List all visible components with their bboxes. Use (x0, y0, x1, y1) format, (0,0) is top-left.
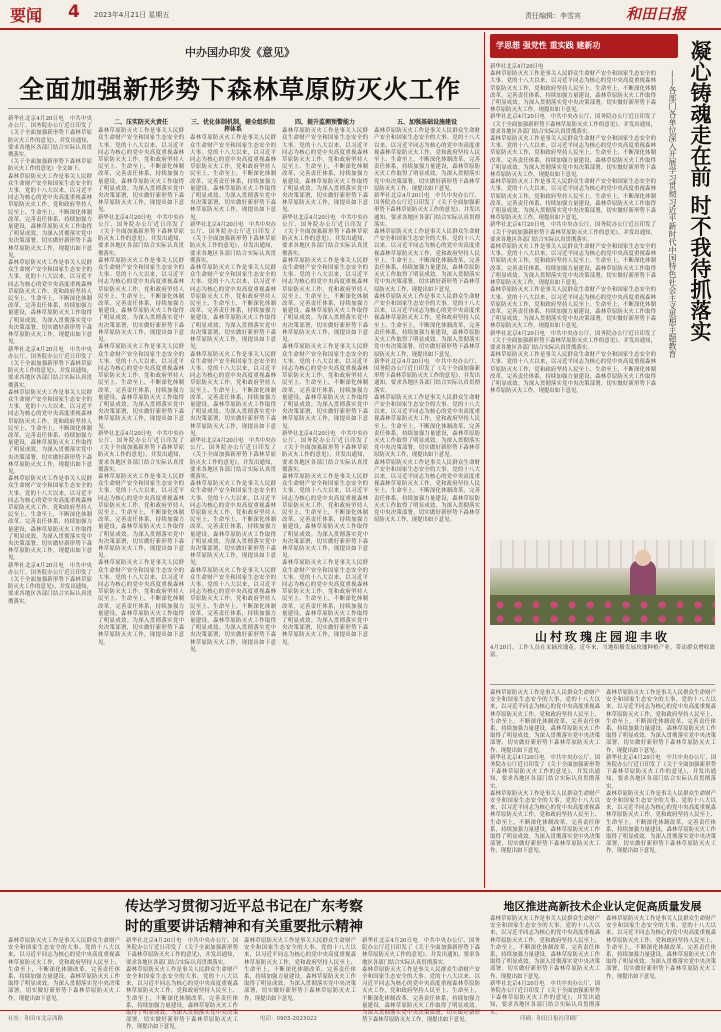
bottom-left-para-2: 新华社北京4月20日电 中共中央办公厅、国务院办公厅近日印发了《关于全面加强新形势下森林草原防灭火工作的意见》，并发出通知，要求各地区各部门结合实际认真贯彻落实。 (126, 938, 238, 966)
right-para-5: 森林草原防灭火工作是事关人民群众生命财产安全和国家生态安全的大事。党的十八大以来，以习近平同志为核心的党中央高度重视森林草原防灭火工作，党和政府坚持人民至上、生命至上，不断深化体制改革，完善责任体系，持续加强力量建设，森林草原防灭火工作取得了明显成效。为深入贯彻落实党中央决策部署，切实做好新形势下森林草原防灭火工作，现提出如下意见。 (490, 179, 656, 222)
para-repeat-1: 森林草原防灭火工作是事关人民群众生命财产安全和国家生态安全的大事。党的十八大以来，以习近平同志为核心的党中央高度重视森林草原防灭火工作，党和政府坚持人民至上、生命至上，不断深化体制改革，完善责任体系，持续加强力量建设，森林草原防灭火工作取得了明显成效。为深入贯彻落实党中央决策部署，切实做好新形势下森林草原防灭火工作，现提出如下意见。 (8, 260, 92, 346)
footer-phone: 电话：0903-2023022 (260, 1016, 317, 1022)
col3-para-2: 新华社北京4月20日电 中共中央办公厅、国务院办公厅近日印发了《关于全面加强新形势下森林草原防灭火工作的意见》，并发出通知，要求各地区各部门结合实际认真贯彻落实。 (190, 221, 276, 264)
col3-para-7: 森林草原防灭火工作是事关人民群众生命财产安全和国家生态安全的大事。党的十八大以来，以习近平同志为核心的党中央高度重视森林草原防灭火工作，党和政府坚持人民至上、生命至上，不断深化体制改革，完善责任体系，持续加强力量建设，森林草原防灭火工作取得了明显成效。为深入贯彻落实党中央决策部署，切实做好新形势下森林草原防灭火工作，现提出如下意见。 (190, 567, 276, 653)
right-para-10: 森林草原防灭火工作是事关人民群众生命财产安全和国家生态安全的大事。党的十八大以来，以习近平同志为核心的党中央高度重视森林草原防灭火工作，党和政府坚持人民至上、生命至上，不断深化体制改革，完善责任体系，持续加强力量建设，森林草原防灭火工作取得了明显成效。为深入贯彻落实党中央决策部署，切实做好新形势下森林草原防灭火工作，现提出如下意见。 (490, 352, 656, 395)
bottom-left-col-3 (244, 938, 356, 1008)
col4-para-3: 森林草原防灭火工作是事关人民群众生命财产安全和国家生态安全的大事。党的十八大以来，以习近平同志为核心的党中央高度重视森林草原防灭火工作，党和政府坚持人民至上、生命至上，不断深化体制改革，完善责任体系，持续加强力量建设，森林草原防灭火工作取得了明显成效。为深入贯彻落实党中央决策部署，切实做好新形势下森林草原防灭火工作，现提出如下意见。 (282, 257, 368, 344)
bottom-right-col-1 (490, 916, 600, 1016)
bottom-left-col-2 (126, 938, 238, 1031)
photo-worker-head (635, 550, 651, 566)
bottom-right-title: 地区推进高新技术企业认定促高质量发展 (503, 900, 702, 913)
col5-para-4: 森林草原防灭火工作是事关人民群众生命财产安全和国家生态安全的大事。党的十八大以来，以习近平同志为核心的党中央高度重视森林草原防灭火工作，党和政府坚持人民至上、生命至上，不断深化体制改革，完善责任体系，持续加强力量建设，森林草原防灭火工作取得了明显成效。为深入贯彻落实党中央决策部署，切实做好新形势下森林草原防灭火工作，现提出如下意见。 (374, 293, 480, 358)
bottom-left-para-6: 森林草原防灭火工作是事关人民群众生命财产安全和国家生态安全的大事。党的十八大以来，以习近平同志为核心的党中央高度重视森林草原防灭火工作，党和政府坚持人民至上、生命至上，不断深化体制改革，完善责任体系，持续加强力量建设，森林草原防灭火工作取得了明显成效。为深入贯彻落实党中央决策部署，切实做好新形势下森林草原防灭火工作，现提出如下意见。 (362, 966, 480, 1024)
col4-para-5: 新华社北京4月20日电 中共中央办公厅、国务院办公厅近日印发了《关于全面加强新形势下森林草原防灭火工作的意见》，并发出通知，要求各地区各部门结合实际认真贯彻落实。 (282, 430, 368, 473)
title-rule (8, 108, 480, 109)
bottom-right-para-3: 森林草原防灭火工作是事关人民群众生命财产安全和国家生态安全的大事。党的十八大以来，以习近平同志为核心的党中央高度重视森林草原防灭火工作，党和政府坚持人民至上、生命至上，不断深化体制改革，完善责任体系，持续加强力量建设，森林草原防灭火工作取得了明显成效。为深入贯彻落实党中央决策部署，切实做好新形势下森林草原防灭火工作，现提出如下意见。 (606, 916, 716, 980)
right-para-9: 新华社北京4月20日电 中共中央办公厅、国务院办公厅近日印发了《关于全面加强新形势下森林草原防灭火工作的意见》，并发出通知，要求各地区各部门结合实际认真贯彻落实。 (490, 330, 656, 351)
bottom-left-col-1 (8, 938, 120, 1008)
right-para-1: 新华社北京4月20日电 (490, 64, 544, 70)
main-vertical-divider (484, 32, 485, 888)
photo-caption (490, 645, 715, 681)
bottom-left-para-4: 森林草原防灭火工作是事关人民群众生命财产安全和国家生态安全的大事。党的十八大以来，以习近平同志为核心的党中央高度重视森林草原防灭火工作，党和政府坚持人民至上、生命至上，不断深化体制改革，完善责任体系，持续加强力量建设，森林草原防灭火工作取得了明显成效。为深入贯彻落实党中央决策部署，切实做好新形势下森林草原防灭火工作，现提出如下意见。 (244, 938, 356, 1002)
col2-para-7: 森林草原防灭火工作是事关人民群众生命财产安全和国家生态安全的大事。党的十八大以来，以习近平同志为核心的党中央高度重视森林草原防灭火工作，党和政府坚持人民至上、生命至上，不断深化体制改革，完善责任体系，持续加强力量建设，森林草原防灭火工作取得了明显成效。为深入贯彻落实党中央决策部署，切实做好新形势下森林草原防灭火工作，现提出如下意见。 (98, 560, 184, 646)
col5-para-1: 森林草原防灭火工作是事关人民群众生命财产安全和国家生态安全的大事。党的十八大以来，以习近平同志为核心的党中央高度重视森林草原防灭火工作，党和政府坚持人民至上、生命至上，不断深化体制改革，完善责任体系，持续加强力量建设，森林草原防灭火工作取得了明显成效。为深入贯彻落实党中央决策部署，切实做好新形势下森林草原防灭火工作，现提出如下意见。 (374, 128, 480, 192)
col2-para-1: 森林草原防灭火工作是事关人民群众生命财产安全和国家生态安全的大事。党的十八大以来，以习近平同志为核心的党中央高度重视森林草原防灭火工作，党和政府坚持人民至上、生命至上，不断深化体制改革，完善责任体系，持续加强力量建设，森林草原防灭火工作取得了明显成效。为深入贯彻落实党中央决策部署，切实做好新形势下森林草原防灭火工作，现提出如下意见。 (98, 128, 184, 214)
masthead (0, 0, 721, 28)
para-repeat-4: 森林草原防灭火工作是事关人民群众生命财产安全和国家生态安全的大事。党的十八大以来，以习近平同志为核心的党中央高度重视森林草原防灭火工作，党和政府坚持人民至上、生命至上，不断深化体制改革，完善责任体系，持续加强力量建设，森林草原防灭火工作取得了明显成效。为深入贯彻落实党中央决策部署，切实做好新形势下森林草原防灭火工作，现提出如下意见。 (8, 476, 92, 562)
photo-rose-bed (490, 595, 715, 625)
bottom-right-para-1: 森林草原防灭火工作是事关人民群众生命财产安全和国家生态安全的大事。党的十八大以来，以习近平同志为核心的党中央高度重视森林草原防灭火工作，党和政府坚持人民至上、生命至上，不断深化体制改革，完善责任体系，持续加强力量建设，森林草原防灭火工作取得了明显成效。为深入贯彻落实党中央决策部署，切实做好新形势下森林草原防灭火工作，现提出如下意见。 (490, 916, 600, 980)
para-repeat-3: 森林草原防灭火工作是事关人民群众生命财产安全和国家生态安全的大事。党的十八大以来，以习近平同志为核心的党中央高度重视森林草原防灭火工作，党和政府坚持人民至上、生命至上，不断深化体制改革，完善责任体系，持续加强力量建设，森林草原防灭火工作取得了明显成效。为深入贯彻落实党中央决策部署，切实做好新形势下森林草原防灭火工作，现提出如下意见。 (8, 389, 92, 475)
right-lower-para-1: 森林草原防灭火工作是事关人民群众生命财产安全和国家生态安全的大事。党的十八大以来，以习近平同志为核心的党中央高度重视森林草原防灭火工作，党和政府坚持人民至上、生命至上，不断深化体制改革，完善责任体系，持续加强力量建设，森林草原防灭火工作取得了明显成效。为深入贯彻落实党中央决策部署，切实做好新形势下森林草原防灭火工作，现提出如下意见。 (490, 690, 600, 754)
bottom-right-para-2: 新华社北京4月20日电 中共中央办公厅、国务院办公厅近日印发了《关于全面加强新形势下森林草原防灭火工作的意见》，并发出通知，要求各地区各部门结合实际认真贯彻落实。 (490, 980, 600, 1016)
col4-para-7: 森林草原防灭火工作是事关人民群众生命财产安全和国家生态安全的大事。党的十八大以来，以习近平同志为核心的党中央高度重视森林草原防灭火工作，党和政府坚持人民至上、生命至上，不断深化体制改革，完善责任体系，持续加强力量建设，森林草原防灭火工作取得了明显成效。为深入贯彻落实党中央决策部署，切实做好新形势下森林草原防灭火工作，现提出如下意见。 (282, 560, 368, 646)
article-col-3 (190, 116, 276, 886)
col4-para-2: 新华社北京4月20日电 中共中央办公厅、国务院办公厅近日印发了《关于全面加强新形势下森林草原防灭火工作的意见》，并发出通知，要求各地区各部门结合实际认真贯彻落实。 (282, 214, 368, 257)
footer-address: 社址：和田市北京西路 (8, 1016, 64, 1022)
col2-para-5: 新华社北京4月20日电 中共中央办公厅、国务院办公厅近日印发了《关于全面加强新形势下森林草原防灭火工作的意见》，并发出通知，要求各地区各部门结合实际认真贯彻落实。 (98, 430, 184, 473)
photo-greenhouse-roof (490, 540, 715, 568)
article-col-5 (374, 116, 480, 886)
right-lower-para-2: 新华社北京4月20日电 中共中央办公厅、国务院办公厅近日印发了《关于全面加强新形势下森林草原防灭火工作的意见》，并发出通知，要求各地区各部门结合实际认真贯彻落实。 (490, 754, 600, 790)
col5-para-5: 新华社北京4月20日电 中共中央办公厅、国务院办公厅近日印发了《关于全面加强新形势下森林草原防灭火工作的意见》，并发出通知，要求各地区各部门结合实际认真贯彻落实。 (374, 358, 480, 394)
article-col-4 (282, 116, 368, 886)
article-col-2 (98, 116, 184, 886)
bottom-left-para-5: 新华社北京4月20日电 中共中央办公厅、国务院办公厅近日印发了《关于全面加强新形势下森林草原防灭火工作的意见》，并发出通知，要求各地区各部门结合实际认真贯彻落实。 (362, 938, 480, 966)
right-subtitle: ——各部门各单位深入开展学习贯彻习近平新时代中国特色社会主义思想主题教育 (668, 70, 677, 358)
col3-para-4: 森林草原防灭火工作是事关人民群众生命财产安全和国家生态安全的大事。党的十八大以来，以习近平同志为核心的党中央高度重视森林草原防灭火工作，党和政府坚持人民至上、生命至上，不断深化体制改革，完善责任体系，持续加强力量建设，森林草原防灭火工作取得了明显成效。为深入贯彻落实党中央决策部署，切实做好新形势下森林草原防灭火工作，现提出如下意见。 (190, 351, 276, 437)
bottom-right-col-2 (606, 916, 716, 1008)
right-para-7: 森林草原防灭火工作是事关人民群众生命财产安全和国家生态安全的大事。党的十八大以来，以习近平同志为核心的党中央高度重视森林草原防灭火工作，党和政府坚持人民至上、生命至上，不断深化体制改革，完善责任体系，持续加强力量建设，森林草原防灭火工作取得了明显成效。为深入贯彻落实党中央决策部署，切实做好新形势下森林草原防灭火工作，现提出如下意见。 (490, 244, 656, 287)
article-title: 全面加强新形势下森林草原防灭火工作 (18, 75, 461, 104)
col4-para-1: 森林草原防灭火工作是事关人民群众生命财产安全和国家生态安全的大事。党的十八大以来，以习近平同志为核心的党中央高度重视森林草原防灭火工作，党和政府坚持人民至上、生命至上，不断深化体制改革，完善责任体系，持续加强力量建设，森林草原防灭火工作取得了明显成效。为深入贯彻落实党中央决策部署，切实做好新形势下森林草原防灭火工作，现提出如下意见。 (282, 128, 368, 214)
col5-para-7: 森林草原防灭火工作是事关人民群众生命财产安全和国家生态安全的大事。党的十八大以来，以习近平同志为核心的党中央高度重视森林草原防灭火工作，党和政府坚持人民至上、生命至上，不断深化体制改革，完善责任体系，持续加强力量建设，森林草原防灭火工作取得了明显成效。为深入贯彻落实党中央决策部署，切实做好新形势下森林草原防灭火工作，现提出如下意见。 (374, 459, 480, 524)
col3-para-3: 森林草原防灭火工作是事关人民群众生命财产安全和国家生态安全的大事。党的十八大以来，以习近平同志为核心的党中央高度重视森林草原防灭火工作，党和政府坚持人民至上、生命至上，不断深化体制改革，完善责任体系，持续加强力量建设，森林草原防灭火工作取得了明显成效。为深入贯彻落实党中央决策部署，切实做好新形势下森林草原防灭火工作，现提出如下意见。 (190, 265, 276, 351)
right-para-3: 新华社北京4月20日电 中共中央办公厅、国务院办公厅近日印发了《关于全面加强新形势下森林草原防灭火工作的意见》，并发出通知，要求各地区各部门结合实际认真贯彻落实。 (490, 114, 656, 135)
col4-heading: 四、提升监测预警能力 (294, 119, 355, 126)
bottom-left-title-1: 传达学习贯彻习近平总书记在广东考察 (125, 899, 363, 915)
col5-para-2: 新华社北京4月20日电 中共中央办公厅、国务院办公厅近日印发了《关于全面加强新形势下森林草原防灭火工作的意见》，并发出通知，要求各地区各部门结合实际认真贯彻落实。 (374, 193, 480, 228)
right-para-2: 森林草原防灭火工作是事关人民群众生命财产安全和国家生态安全的大事。党的十八大以来，以习近平同志为核心的党中央高度重视森林草原防灭火工作，党和政府坚持人民至上、生命至上，不断深化体制改革，完善责任体系，持续加强力量建设，森林草原防灭火工作取得了明显成效。为深入贯彻落实党中央决策部署，切实做好新形势下森林草原防灭火工作，现提出如下意见。 (490, 71, 656, 114)
col3-heading: 三、优化体制机制，健全组织指挥体系 (190, 119, 275, 134)
footer-print: 印刷：和田日报社印刷厂 (520, 1016, 581, 1022)
right-title: 凝心铸魂走在前 时不我待抓落实 (688, 40, 712, 342)
col5-para-6: 森林草原防灭火工作是事关人民群众生命财产安全和国家生态安全的大事。党的十八大以来，以习近平同志为核心的党中央高度重视森林草原防灭火工作，党和政府坚持人民至上、生命至上，不断深化体制改革，完善责任体系，持续加强力量建设，森林草原防灭火工作取得了明显成效。为深入贯彻落实党中央决策部署，切实做好新形势下森林草原防灭火工作，现提出如下意见。 (374, 394, 480, 459)
photo-caption-text: 4月20日，工作人员在采摘玫瑰花。近年来，当地积极发展玫瑰种植产业，带动群众增收致富。 (490, 645, 715, 659)
col2-para-3: 森林草原防灭火工作是事关人民群众生命财产安全和国家生态安全的大事。党的十八大以来，以习近平同志为核心的党中央高度重视森林草原防灭火工作，党和政府坚持人民至上、生命至上，不断深化体制改革，完善责任体系，持续加强力量建设，森林草原防灭火工作取得了明显成效。为深入贯彻落实党中央决策部署，切实做好新形势下森林草原防灭火工作，现提出如下意见。 (98, 257, 184, 344)
col2-para-2: 新华社北京4月20日电 中共中央办公厅、国务院办公厅近日印发了《关于全面加强新形势下森林草原防灭火工作的意见》，并发出通知，要求各地区各部门结合实际认真贯彻落实。 (98, 214, 184, 257)
right-lower-para-5: 新华社北京4月20日电 中共中央办公厅、国务院办公厅近日印发了《关于全面加强新形势下森林草原防灭火工作的意见》，并发出通知，要求各地区各部门结合实际认真贯彻落实。 (606, 754, 716, 790)
right-col-text-2b (606, 690, 716, 886)
article-kicker: 中办国办印发《意见》 (185, 46, 295, 59)
header-rule (0, 28, 721, 30)
right-col-text-2a (490, 690, 600, 886)
right-para-4: 森林草原防灭火工作是事关人民群众生命财产安全和国家生态安全的大事。党的十八大以来，以习近平同志为核心的党中央高度重视森林草原防灭火工作，党和政府坚持人民至上、生命至上，不断深化体制改革，完善责任体系，持续加强力量建设，森林草原防灭火工作取得了明显成效。为深入贯彻落实党中央决策部署，切实做好新形势下森林草原防灭火工作，现提出如下意见。 (490, 136, 656, 179)
col3-para-1: 森林草原防灭火工作是事关人民群众生命财产安全和国家生态安全的大事。党的十八大以来，以习近平同志为核心的党中央高度重视森林草原防灭火工作，党和政府坚持人民至上、生命至上，不断深化体制改革，完善责任体系，持续加强力量建设，森林草原防灭火工作取得了明显成效。为深入贯彻落实党中央决策部署，切实做好新形势下森林草原防灭火工作，现提出如下意见。 (190, 135, 276, 221)
right-para-6: 新华社北京4月20日电 中共中央办公厅、国务院办公厅近日印发了《关于全面加强新形势下森林草原防灭火工作的意见》，并发出通知，要求各地区各部门结合实际认真贯彻落实。 (490, 222, 656, 243)
rose-harvest-photo (490, 540, 715, 625)
article-col-1 (8, 116, 92, 886)
page-number: 4 (68, 2, 80, 22)
newspaper-logo: 和田日报 (626, 5, 687, 23)
col2-para-6: 森林草原防灭火工作是事关人民群众生命财产安全和国家生态安全的大事。党的十八大以来，以习近平同志为核心的党中央高度重视森林草原防灭火工作，党和政府坚持人民至上、生命至上，不断深化体制改革，完善责任体系，持续加强力量建设，森林草原防灭火工作取得了明显成效。为深入贯彻落实党中央决策部署，切实做好新形势下森林草原防灭火工作，现提出如下意见。 (98, 473, 184, 560)
para-repeat-2: 新华社北京4月20日电 中共中央办公厅、国务院办公厅近日印发了《关于全面加强新形势下森林草原防灭火工作的意见》，并发出通知，要求各地区各部门结合实际认真贯彻落实。 (8, 346, 92, 389)
col4-para-4: 森林草原防灭火工作是事关人民群众生命财产安全和国家生态安全的大事。党的十八大以来，以习近平同志为核心的党中央高度重视森林草原防灭火工作，党和政府坚持人民至上、生命至上，不断深化体制改革，完善责任体系，持续加强力量建设，森林草原防灭火工作取得了明显成效。为深入贯彻落实党中央决策部署，切实做好新形势下森林草原防灭火工作，现提出如下意见。 (282, 344, 368, 430)
right-col-text-1 (490, 64, 656, 534)
section-name: 要闻 (10, 6, 43, 25)
right-lower-para-3: 森林草原防灭火工作是事关人民群众生命财产安全和国家生态安全的大事。党的十八大以来，以习近平同志为核心的党中央高度重视森林草原防灭火工作，党和政府坚持人民至上、生命至上，不断深化体制改革，完善责任体系，持续加强力量建设，森林草原防灭火工作取得了明显成效。为深入贯彻落实党中央决策部署，切实做好新形势下森林草原防灭火工作，现提出如下意见。 (490, 790, 600, 855)
para-repeat-5: 新华社北京4月20日电 中共中央办公厅、国务院办公厅近日印发了《关于全面加强新形势下森林草原防灭火工作的意见》，并发出通知，要求各地区各部门结合实际认真贯彻落实。 (8, 562, 92, 605)
bottom-left-para-1: 森林草原防灭火工作是事关人民群众生命财产安全和国家生态安全的大事。党的十八大以来，以习近平同志为核心的党中央高度重视森林草原防灭火工作，党和政府坚持人民至上、生命至上，不断深化体制改革，完善责任体系，持续加强力量建设，森林草原防灭火工作取得了明显成效。为深入贯彻落实党中央决策部署，切实做好新形势下森林草原防灭火工作，现提出如下意见。 (8, 938, 120, 1002)
photo-caption-title: 山村玫瑰庄园迎丰收 (534, 630, 670, 644)
col2-heading: 二、压实防灭火责任 (113, 119, 168, 126)
col5-para-3: 森林草原防灭火工作是事关人民群众生命财产安全和国家生态安全的大事。党的十八大以来，以习近平同志为核心的党中央高度重视森林草原防灭火工作，党和政府坚持人民至上、生命至上，不断深化体制改革，完善责任体系，持续加强力量建设，森林草原防灭火工作取得了明显成效。为深入贯彻落实党中央决策部署，切实做好新形势下森林草原防灭火工作，现提出如下意见。 (374, 229, 480, 293)
editor-name: 责任编辑：李雪宾 (525, 12, 581, 20)
col3-para-6: 森林草原防灭火工作是事关人民群众生命财产安全和国家生态安全的大事。党的十八大以来，以习近平同志为核心的党中央高度重视森林草原防灭火工作，党和政府坚持人民至上、生命至上，不断深化体制改革，完善责任体系，持续加强力量建设，森林草原防灭火工作取得了明显成效。为深入贯彻落实党中央决策部署，切实做好新形势下森林草原防灭火工作，现提出如下意见。 (190, 481, 276, 567)
right-lower-para-4: 森林草原防灭火工作是事关人民群众生命财产安全和国家生态安全的大事。党的十八大以来，以习近平同志为核心的党中央高度重视森林草原防灭火工作，党和政府坚持人民至上、生命至上，不断深化体制改革，完善责任体系，持续加强力量建设，森林草原防灭火工作取得了明显成效。为深入贯彻落实党中央决策部署，切实做好新形势下森林草原防灭火工作，现提出如下意见。 (606, 690, 716, 754)
para-1: 新华社北京4月20日电 中共中央办公厅、国务院办公厅近日印发了《关于全面加强新形势下森林草原防灭火工作的意见》，并发出通知，要求各地区各部门结合实际认真贯彻落实。 (8, 116, 92, 159)
photo-caption-rule (490, 684, 715, 685)
bottom-left-title-2: 时的重要讲话精神和有关重要批示精神 (125, 919, 363, 935)
col4-para-6: 森林草原防灭火工作是事关人民群众生命财产安全和国家生态安全的大事。党的十八大以来，以习近平同志为核心的党中央高度重视森林草原防灭火工作，党和政府坚持人民至上、生命至上，不断深化体制改革，完善责任体系，持续加强力量建设，森林草原防灭火工作取得了明显成效。为深入贯彻落实党中央决策部署，切实做好新形势下森林草原防灭火工作，现提出如下意见。 (282, 473, 368, 560)
bottom-left-col-4 (362, 938, 480, 1024)
col5-heading: 五、加强基础设施建设 (396, 119, 457, 126)
bottom-section-rule (0, 890, 721, 892)
col3-para-5: 新华社北京4月20日电 中共中央办公厅、国务院办公厅近日印发了《关于全面加强新形势下森林草原防灭火工作的意见》，并发出通知，要求各地区各部门结合实际认真贯彻落实。 (190, 437, 276, 480)
banner-text: 学思想 强党性 重实践 建新功 (496, 41, 601, 50)
footer-bar (0, 1010, 721, 1024)
bottom-left-para-3: 森林草原防灭火工作是事关人民群众生命财产安全和国家生态安全的大事。党的十八大以来，以习近平同志为核心的党中央高度重视森林草原防灭火工作，党和政府坚持人民至上、生命至上，不断深化体制改革，完善责任体系，持续加强力量建设，森林草原防灭火工作取得了明显成效。为深入贯彻落实党中央决策部署，切实做好新形势下森林草原防灭火工作，现提出如下意见。 (126, 966, 238, 1031)
banner (490, 34, 678, 58)
right-lower-para-6: 森林草原防灭火工作是事关人民群众生命财产安全和国家生态安全的大事。党的十八大以来，以习近平同志为核心的党中央高度重视森林草原防灭火工作，党和政府坚持人民至上、生命至上，不断深化体制改革，完善责任体系，持续加强力量建设，森林草原防灭火工作取得了明显成效。为深入贯彻落实党中央决策部署，切实做好新形势下森林草原防灭火工作，现提出如下意见。 (606, 790, 716, 855)
issue-date: 2023年4月21日 星期五 (94, 11, 170, 19)
right-para-8: 森林草原防灭火工作是事关人民群众生命财产安全和国家生态安全的大事。党的十八大以来，以习近平同志为核心的党中央高度重视森林草原防灭火工作，党和政府坚持人民至上、生命至上，不断深化体制改革，完善责任体系，持续加强力量建设，森林草原防灭火工作取得了明显成效。为深入贯彻落实党中央决策部署，切实做好新形势下森林草原防灭火工作，现提出如下意见。 (490, 287, 656, 330)
col2-para-4: 森林草原防灭火工作是事关人民群众生命财产安全和国家生态安全的大事。党的十八大以来，以习近平同志为核心的党中央高度重视森林草原防灭火工作，党和政府坚持人民至上、生命至上，不断深化体制改革，完善责任体系，持续加强力量建设，森林草原防灭火工作取得了明显成效。为深入贯彻落实党中央决策部署，切实做好新形势下森林草原防灭火工作，现提出如下意见。 (98, 344, 184, 430)
para-2: 《关于全面加强新形势下森林草原防灭火工作的意见》全文如下。 (8, 159, 92, 173)
para-3: 森林草原防灭火工作是事关人民群众生命财产安全和国家生态安全的大事。党的十八大以来，以习近平同志为核心的党中央高度重视森林草原防灭火工作，党和政府坚持人民至上、生命至上，不断深化体制改革，完善责任体系，持续加强力量建设，森林草原防灭火工作取得了明显成效。为深入贯彻落实党中央决策部署，切实做好新形势下森林草原防灭火工作，现提出如下意见。 (8, 173, 92, 259)
